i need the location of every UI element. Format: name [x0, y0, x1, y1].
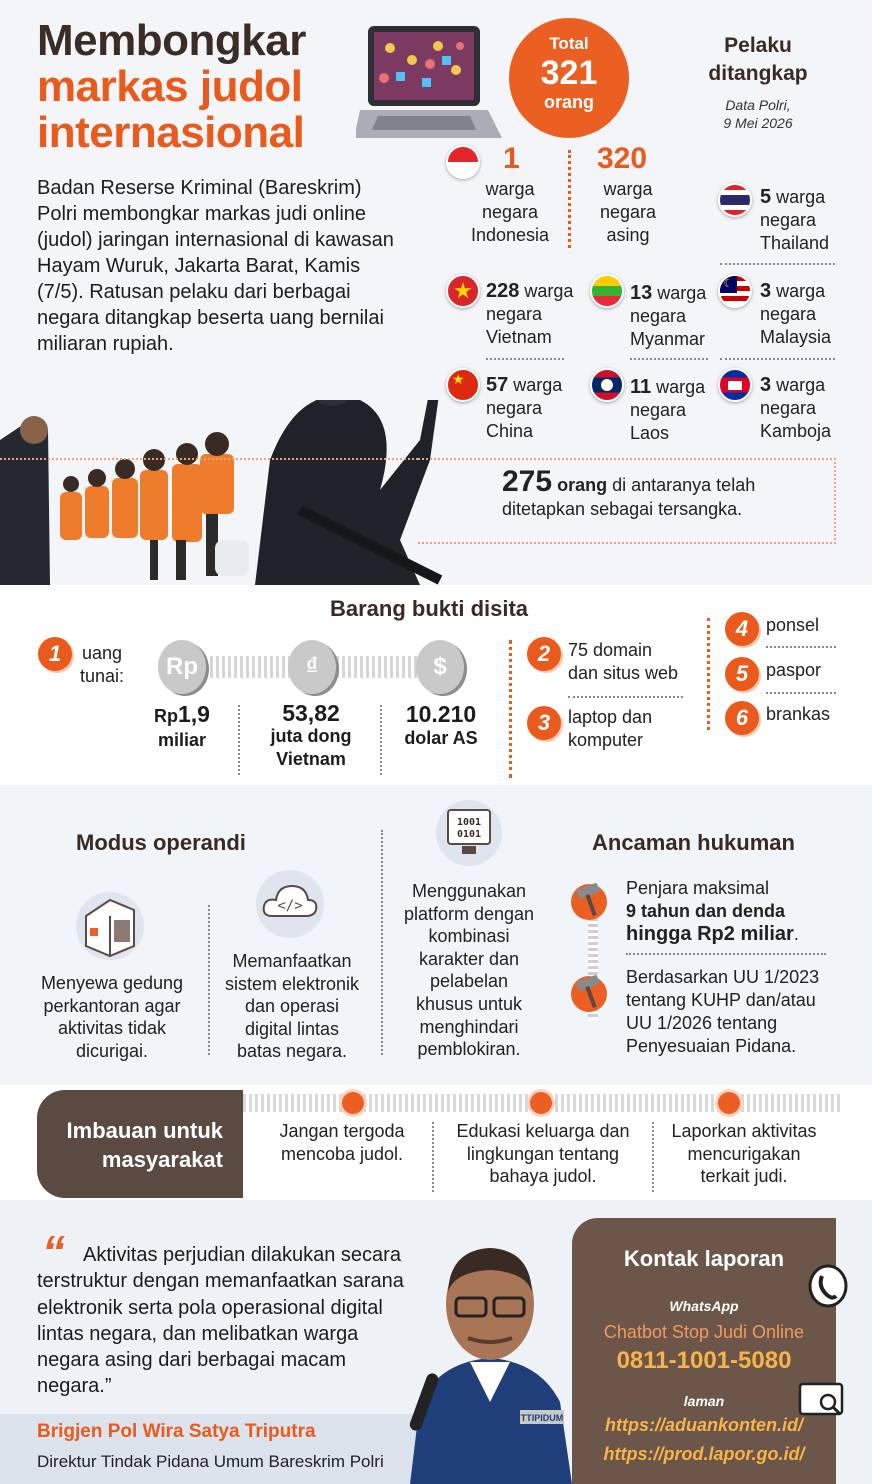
vietnam-name: Vietnam [486, 327, 552, 347]
malaysia-value: 3 [760, 280, 772, 302]
imbauan-dot [530, 1092, 552, 1114]
asing-line2: negara [599, 202, 657, 222]
imbauan3-line3: terkait judi. [700, 1166, 788, 1187]
item-number-1: 1 [38, 637, 72, 671]
imbauan-item-1 [262, 1120, 422, 1165]
myanmar-flag-icon [590, 274, 624, 308]
item-number-6: 6 [725, 701, 759, 735]
svg-text:1001: 1001 [456, 817, 482, 828]
imbauan1-line1: Jangan tergoda [279, 1121, 405, 1141]
total-unit: orang [543, 92, 594, 112]
tersangka-value: 275 [502, 465, 553, 498]
pelaku-title-line2: ditangkap [708, 62, 808, 85]
thailand-word: warga [776, 187, 826, 207]
kontak-panel [572, 1218, 836, 1484]
kontak-title: Kontak laporan [623, 1246, 785, 1271]
gavel-icon [567, 878, 615, 922]
divider [652, 1122, 654, 1192]
indonesia-flag-icon [446, 145, 480, 179]
divider [486, 358, 564, 360]
imbauan3-line1: Laporkan aktivitas [671, 1121, 817, 1141]
laos-flag-icon [590, 368, 624, 402]
dong-unit-1: juta dong [270, 726, 352, 746]
china-value: 57 [486, 374, 509, 396]
money-rupiah [130, 702, 234, 752]
country-laos [630, 376, 705, 445]
item-laptop [568, 706, 652, 752]
item-paspor: paspor [766, 660, 822, 680]
imbauan-title-2: masyarakat [101, 1147, 223, 1172]
divider [208, 905, 210, 1055]
thailand-name: Thailand [760, 233, 830, 253]
modus2-line5: batas negara. [236, 1041, 348, 1062]
divider [766, 692, 836, 694]
total-badge [509, 18, 629, 138]
tersangka-line2: ditetapkan sebagai tersangka. [502, 499, 743, 519]
modus2-line3: dan operasi [244, 996, 340, 1017]
phone-bubble-icon [806, 1262, 850, 1312]
asing-line3: asing [606, 225, 650, 245]
item2-line1: 75 domain [568, 640, 653, 660]
malaysia-name: Malaysia [760, 327, 832, 347]
item-number-5: 5 [725, 657, 759, 691]
indonesia-line2: negara [481, 202, 539, 222]
total-value: 321 [540, 54, 598, 92]
uang-line2: tunai: [80, 666, 125, 686]
divider [380, 705, 382, 775]
modus1-line4: dicurigai. [75, 1040, 149, 1061]
whatsapp-name: Chatbot Stop Judi Online [603, 1322, 805, 1342]
divider [707, 618, 710, 730]
modus2-line1: Memanfaatkan [232, 951, 352, 971]
title-line-3: internasional [37, 108, 305, 157]
gavel-icon [567, 970, 615, 1014]
malaysia-line2: negara [760, 304, 817, 324]
divider [766, 646, 836, 648]
imbauan1-line2: mencoba judol. [280, 1143, 404, 1164]
svg-text:</>: </> [277, 898, 303, 914]
vietnam-flag-icon: ★ [446, 274, 480, 308]
asing-value: 320 [597, 142, 648, 175]
uang-line1: uang [82, 643, 123, 663]
data-source [688, 96, 828, 132]
divider [509, 640, 512, 778]
hukum-line3: UU 1/2026 tentang [626, 1013, 778, 1033]
modus2-line4: digital lintas [244, 1018, 340, 1039]
imbauan-dot [718, 1092, 740, 1114]
ancaman-title: Ancaman hukuman [592, 830, 795, 855]
computer-binary-icon [434, 798, 504, 868]
imbauan2-line1: Edukasi keluarga dan [456, 1121, 630, 1141]
indonesia-label [462, 178, 558, 247]
divider [568, 150, 571, 248]
item-brankas: brankas [766, 704, 831, 724]
imbauan-title-1: Imbauan untuk [66, 1118, 223, 1143]
web-search-icon [796, 1380, 850, 1420]
thailand-flag-icon [718, 183, 752, 217]
myanmar-name: Myanmar [630, 329, 706, 349]
data-source-line2: 9 Mei 2026 [723, 115, 793, 131]
vietnam-value: 228 [486, 280, 520, 302]
rupiah-coin-icon: Rp [158, 640, 206, 694]
dollar-coin-icon: $ [416, 640, 464, 694]
imbauan2-line2: lingkungan tentang [466, 1143, 620, 1164]
ancaman-line3: hingga Rp2 miliar [626, 923, 794, 945]
laman-label: laman [683, 1393, 725, 1409]
ancaman-line1: Penjara maksimal [626, 878, 770, 898]
dollar-unit: dolar AS [404, 728, 478, 748]
indonesia-line3: Indonesia [470, 225, 550, 245]
modus3-line4: karakter dan [418, 948, 520, 969]
imbauan-item-2 [448, 1120, 638, 1188]
china-name: China [486, 421, 534, 441]
myanmar-word: warga [657, 283, 707, 303]
divider [432, 1122, 434, 1192]
malaysia-flag-icon: ☾ [718, 274, 752, 308]
modus3-line8: pemblokiran. [417, 1039, 521, 1060]
quote-text: Aktivitas perjudian dilakukan secara terstruktur dengan memanfaatkan sarana elektronik serta pola operasional digital lintas negara, dan melibatkan warga negara asing dari berbagai macam negara.” [37, 1244, 404, 1398]
ancaman-line2: 9 tahun dan denda [626, 901, 786, 921]
divider [568, 696, 683, 698]
dong-coin-icon: ₫ [288, 640, 336, 694]
myanmar-line2: negara [630, 306, 687, 326]
title-line-1: Membongkar [37, 16, 306, 65]
laos-value: 11 [630, 376, 652, 398]
modus2-line2: sistem elektronik [224, 973, 360, 994]
data-source-line1: Data Polri, [725, 97, 791, 113]
modus-title: Modus operandi [76, 830, 246, 855]
dollar-value: 10.210 [405, 701, 477, 727]
country-myanmar [630, 282, 706, 351]
intro-text: Badan Reserse Kriminal (Bareskrim) Polri membongkar markas judi online (judol) jaringan internasional di kawasan Hayam Wuruk, Jakarta Barat, Kamis (7/5). Ratusan pelaku dari berbagai negara ditangkap beserta uang bernilai miliaran rupiah. [37, 177, 394, 355]
china-flag-icon: ★ [446, 368, 480, 402]
arrest-illustration [0, 400, 470, 585]
indonesia-value: 1 [503, 142, 520, 175]
laos-line2: negara [630, 400, 687, 420]
title-line-2: markas judol [37, 62, 303, 111]
money-dollar [388, 702, 494, 750]
item-ponsel: ponsel [766, 615, 820, 635]
item-number-2: 2 [527, 637, 561, 671]
malaysia-word: warga [776, 281, 826, 301]
divider [720, 263, 835, 265]
divider [630, 358, 708, 360]
item-number-4: 4 [725, 612, 759, 646]
imbauan-dot [342, 1092, 364, 1114]
item-number-3: 3 [527, 706, 561, 740]
speaker-name: Brigjen Pol Wira Satya Triputra [37, 1421, 316, 1442]
divider [720, 358, 835, 360]
indonesia-line1: warga [485, 179, 535, 199]
modus1-line2: perkantoran agar [43, 995, 181, 1016]
total-label: Total [549, 34, 589, 53]
imbauan-item-3 [660, 1120, 828, 1188]
vietnam-word: warga [524, 281, 574, 301]
tersangka-text [502, 465, 756, 521]
country-china [486, 374, 562, 443]
divider [381, 830, 383, 1055]
modus3-line1: Menggunakan [411, 881, 527, 901]
modus3-line3: kombinasi [428, 926, 510, 947]
cambodia-value: 3 [760, 374, 772, 396]
money-dong [248, 702, 374, 771]
modus1-line3: aktivitas tidak [57, 1018, 167, 1039]
cambodia-flag-icon [718, 368, 752, 402]
thailand-line2: negara [760, 210, 817, 230]
laos-word: warga [656, 377, 706, 397]
modus-item-3 [392, 880, 546, 1061]
country-malaysia [760, 280, 831, 349]
whatsapp-number[interactable]: 0811-1001-5080 [616, 1347, 792, 1374]
rupiah-prefix: Rp [154, 706, 178, 726]
imbauan2-line3: bahaya judol. [489, 1166, 597, 1187]
item3-line2: komputer [568, 730, 644, 750]
china-line2: negara [486, 398, 543, 418]
myanmar-value: 13 [630, 282, 653, 304]
pelaku-title-line1: Pelaku [724, 34, 792, 57]
tersangka-bold: orang [557, 475, 608, 495]
rupiah-value: 1,9 [178, 701, 210, 727]
item2-line2: dan situs web [568, 663, 679, 683]
url-aduankonten[interactable]: https://aduankonten.id/ [605, 1415, 803, 1435]
asing-label [588, 178, 668, 247]
laptop-slot-icon [356, 20, 504, 145]
pelaku-title [688, 32, 828, 88]
portrait-badge: TTIPIDUM [520, 1413, 564, 1423]
hukum-line4: Penyesuaian Pidana. [626, 1036, 797, 1056]
modus3-line5: pelabelan [429, 971, 509, 992]
imbauan-panel [37, 1090, 243, 1198]
ancaman-penjara: Penjara maksimal 9 tahun dan denda hingga Rp2 miliar. [626, 878, 799, 945]
dong-unit-2: Vietnam [276, 749, 346, 769]
divider [626, 953, 826, 955]
china-word: warga [513, 375, 563, 395]
speaker-role: Direktur Tindak Pidana Umum Bareskrim Polri [37, 1452, 384, 1471]
modus1-line1: Menyewa gedung [40, 973, 184, 993]
tersangka-line1: di antaranya telah [612, 475, 756, 495]
thailand-value: 5 [760, 186, 772, 208]
item-domain [568, 639, 678, 685]
modus-item-1 [32, 972, 192, 1062]
speaker-portrait [400, 1232, 580, 1484]
hukum-line2: tentang KUHP dan/atau [626, 990, 816, 1010]
cambodia-name: Kamboja [760, 421, 832, 441]
office-building-icon [72, 886, 148, 962]
cloud-code-icon [252, 866, 328, 942]
rupiah-unit: miliar [157, 730, 207, 750]
ancaman-dasar-hukum [626, 966, 819, 1058]
laos-name: Laos [630, 423, 670, 443]
item3-line1: laptop dan [568, 707, 653, 727]
svg-text:0101: 0101 [456, 829, 482, 840]
country-cambodia [760, 374, 831, 443]
divider [238, 705, 240, 775]
url-lapor[interactable]: https://prod.lapor.go.id/ [603, 1444, 805, 1464]
country-vietnam [486, 280, 573, 349]
asing-line1: warga [603, 179, 653, 199]
divider [0, 458, 418, 460]
modus3-line6: khusus untuk [415, 993, 523, 1014]
dong-value: 53,82 [282, 700, 340, 726]
modus3-line2: platform dengan [403, 903, 535, 924]
quote-mark-icon: “ [42, 1226, 65, 1278]
cambodia-line2: negara [760, 398, 817, 418]
modus-item-2 [214, 950, 370, 1063]
cambodia-word: warga [776, 375, 826, 395]
barang-bukti-title: Barang bukti disita [330, 596, 529, 621]
hukum-line1: Berdasarkan UU 1/2023 [626, 967, 820, 987]
whatsapp-label: WhatsApp [669, 1298, 739, 1314]
vietnam-line2: negara [486, 304, 543, 324]
imbauan3-line2: mencurigakan [687, 1143, 801, 1164]
uang-tunai-label [80, 642, 124, 688]
modus3-line7: menghindari [419, 1016, 519, 1037]
country-thailand [760, 186, 829, 255]
